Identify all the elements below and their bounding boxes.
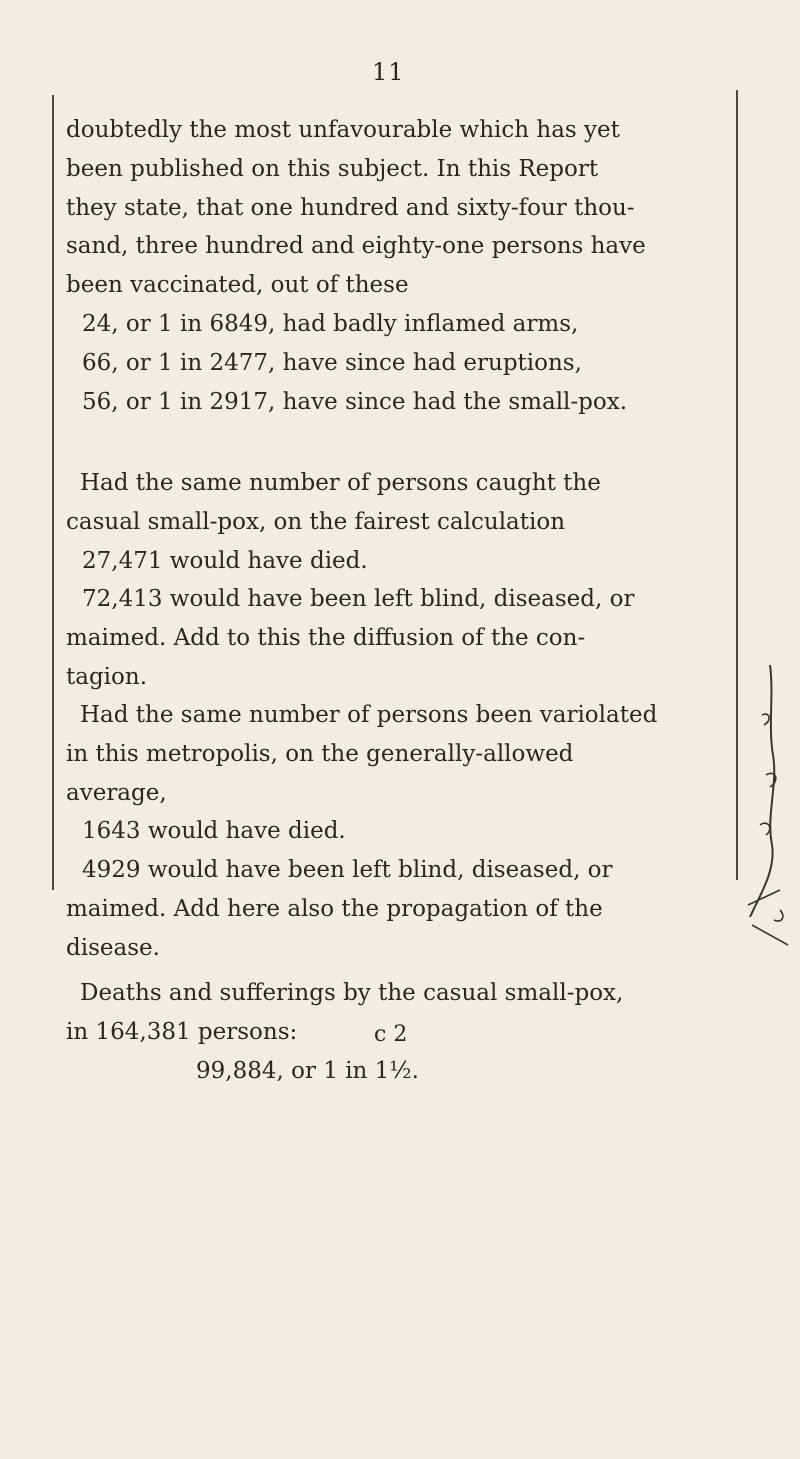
statistic-item: 72,413 would have been left blind, diseased, or bbox=[82, 586, 635, 613]
text-line: maimed. Add to this the diffusion of the con- bbox=[66, 625, 586, 652]
statistic-item: 4929 would have been left blind, diseased, or bbox=[82, 857, 613, 884]
statistic-item: 27,471 would have died. bbox=[82, 547, 368, 574]
text-line: disease. bbox=[66, 934, 160, 961]
text-line: been published on this subject. In this Report bbox=[66, 155, 599, 182]
text-line: been vaccinated, out of these bbox=[66, 272, 409, 299]
paragraph-3 bbox=[66, 696, 726, 968]
statistic-item: 56, or 1 in 2917, have since had the small-pox. bbox=[82, 388, 628, 415]
statistic-item: 1643 would have died. bbox=[82, 818, 346, 845]
text-line: Had the same number of persons caught the bbox=[80, 470, 601, 496]
signature-mark: c 2 bbox=[374, 1022, 408, 1047]
text-line: in 164,381 persons: bbox=[66, 1018, 298, 1045]
text-line: they state, that one hundred and sixty-four thou- bbox=[66, 194, 635, 221]
paragraph-2 bbox=[66, 464, 726, 697]
text-line: average, bbox=[66, 779, 167, 806]
text-line: sand, three hundred and eighty-one persons have bbox=[66, 233, 646, 260]
right-margin-rule bbox=[736, 90, 738, 880]
text-line: Deaths and sufferings by the casual small-pox, bbox=[80, 980, 624, 1006]
paragraph-1 bbox=[66, 111, 726, 421]
page-number: 11 bbox=[372, 58, 405, 86]
text-line: casual small-pox, on the fairest calculation bbox=[66, 508, 566, 535]
text-line: tagion. bbox=[66, 663, 148, 690]
statistic-item: 24, or 1 in 6849, had badly inflamed arms, bbox=[82, 310, 579, 337]
text-line: maimed. Add here also the propagation of the bbox=[66, 895, 603, 922]
statistic-item: 99,884, or 1 in 1½. bbox=[196, 1057, 419, 1084]
handwritten-marginalia bbox=[740, 655, 798, 955]
text-line: in this metropolis, on the generally-allowed bbox=[66, 740, 574, 767]
left-margin-rule bbox=[52, 95, 54, 890]
statistic-item: 66, or 1 in 2477, have since had eruptions, bbox=[82, 349, 582, 376]
text-line: Had the same number of persons been variolated bbox=[80, 702, 658, 728]
text-line: doubtedly the most unfavourable which has yet bbox=[66, 117, 620, 143]
